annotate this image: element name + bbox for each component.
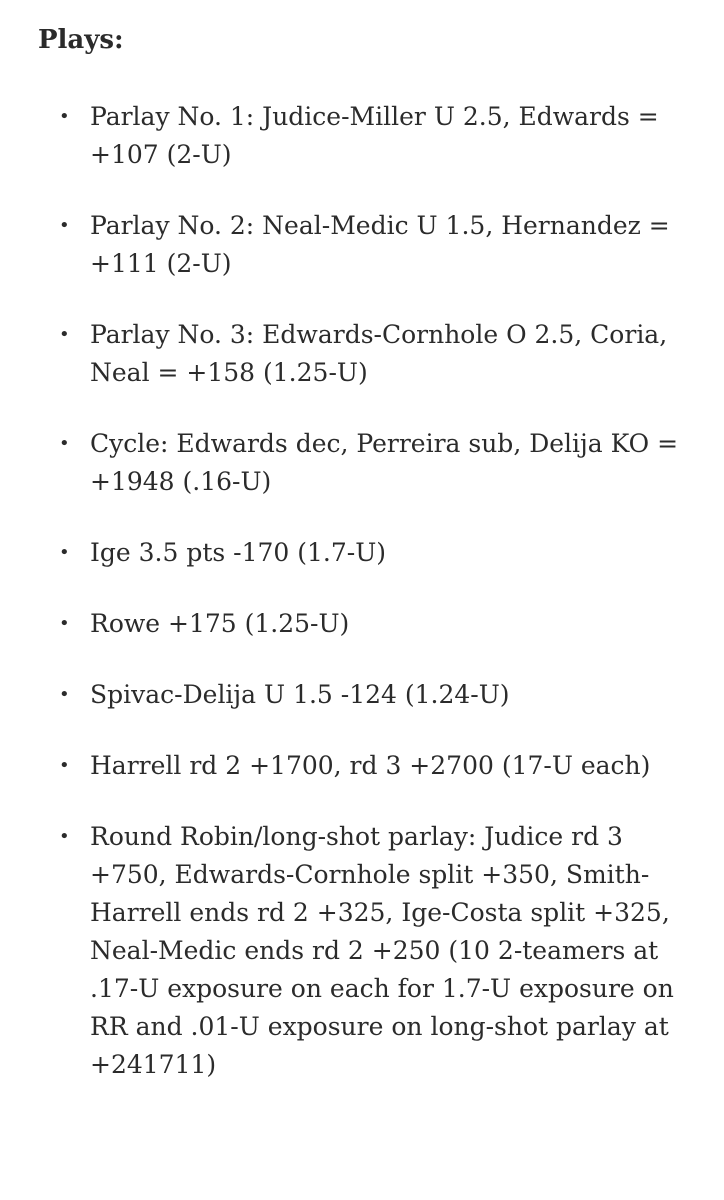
play-item	[38, 747, 688, 785]
play-item	[38, 676, 688, 714]
plays-heading: Plays:	[38, 25, 124, 55]
play-text: Round Robin/long-shot parlay: Judice rd 3 +750, Edwards-Cornhole split +350, Smith-Harrell ends rd 2 +325, Ige-Costa split +325, Neal-Medic ends rd 2 +250 (10 2-teamers at .17-U exposure on each for 1.7-U exposure on RR and .01-U exposure on long-shot parlay at +241711)	[90, 822, 674, 1079]
play-item	[38, 605, 688, 643]
play-text: Rowe +175 (1.25-U)	[90, 609, 350, 638]
play-text: Parlay No. 2: Neal-Medic U 1.5, Hernandez = +111 (2-U)	[90, 211, 670, 278]
play-text: Harrell rd 2 +1700, rd 3 +2700 (17-U each)	[90, 751, 651, 780]
play-text: Spivac-Delija U 1.5 -124 (1.24-U)	[90, 680, 510, 709]
bullet-icon: •	[59, 324, 70, 345]
play-text: Parlay No. 1: Judice-Miller U 2.5, Edwards = +107 (2-U)	[90, 102, 659, 169]
plays-list	[38, 98, 688, 1084]
play-item	[38, 316, 688, 392]
play-text: Cycle: Edwards dec, Perreira sub, Delija KO = +1948 (.16-U)	[90, 429, 679, 496]
bullet-icon: •	[59, 684, 70, 705]
bullet-icon: •	[59, 755, 70, 776]
bullet-icon: •	[59, 215, 70, 236]
play-item	[38, 98, 688, 174]
play-item	[38, 425, 688, 501]
play-item	[38, 207, 688, 283]
play-text: Parlay No. 3: Edwards-Cornhole O 2.5, Coria, Neal = +158 (1.25-U)	[90, 320, 668, 387]
bullet-icon: •	[59, 826, 70, 847]
play-item	[38, 818, 688, 1084]
play-text: Ige 3.5 pts -170 (1.7-U)	[90, 538, 387, 567]
bullet-icon: •	[59, 542, 70, 563]
play-item	[38, 534, 688, 572]
bullet-icon: •	[59, 433, 70, 454]
bullet-icon: •	[59, 613, 70, 634]
bullet-icon: •	[59, 106, 70, 127]
